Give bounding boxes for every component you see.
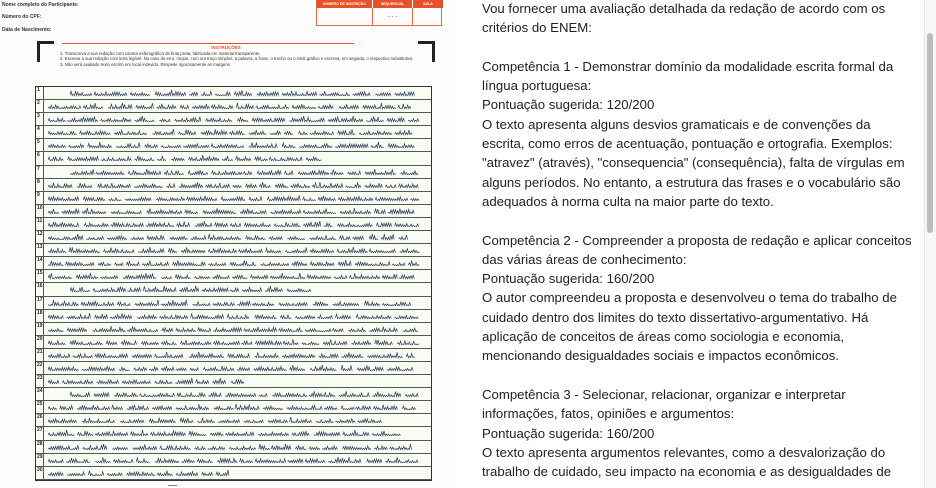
line-number: 9 bbox=[36, 192, 44, 204]
essay-line bbox=[36, 87, 431, 100]
handwritten-text bbox=[48, 155, 425, 163]
handwritten-text bbox=[48, 326, 425, 334]
essay-line bbox=[36, 218, 431, 231]
line-number: 21 bbox=[36, 349, 44, 361]
competency-3-title: Competência 3 - Selecionar, relacionar, organizar e interpretar informações, fatos, opiniões e argumentos: bbox=[482, 386, 846, 422]
essay-line bbox=[36, 441, 431, 454]
ink-stroke bbox=[48, 444, 412, 450]
line-number: 26 bbox=[36, 414, 44, 426]
essay-line bbox=[36, 297, 431, 310]
line-number: 19 bbox=[36, 323, 44, 335]
essay-line bbox=[36, 467, 431, 480]
essay-line bbox=[36, 388, 431, 401]
evaluation-panel bbox=[452, 0, 924, 488]
handwritten-text bbox=[48, 129, 425, 137]
competency-1-comment: O texto apresenta alguns desvios gramaticais e de convenções da escrita, como erros de acentuação, pontuação e ortografia. Exemplos: "atravez" (através), "consequencia" (consequência), falta de vírgulas em alguns períodos. No entanto, a estrutura das frases e o vocabulário são adequados à norma culta na maior parte do texto. bbox=[482, 116, 905, 209]
birth-date-label: Data de Nascimento: bbox=[2, 27, 52, 33]
essay-line bbox=[36, 349, 431, 362]
vertical-scrollbar[interactable] bbox=[924, 0, 936, 488]
handwritten-text bbox=[48, 273, 425, 281]
competency-1-score: Pontuação sugerida: 120/200 bbox=[482, 97, 655, 113]
essay-line bbox=[36, 192, 431, 205]
handwritten-text bbox=[48, 221, 425, 229]
ink-stroke bbox=[48, 417, 382, 423]
handwritten-text bbox=[48, 116, 425, 124]
registration-table bbox=[316, 0, 442, 26]
registration-value bbox=[317, 8, 373, 26]
line-number: 10 bbox=[36, 205, 44, 217]
line-number: 23 bbox=[36, 375, 44, 387]
cpf-label: Número do CPF: bbox=[2, 14, 42, 20]
handwritten-text bbox=[48, 391, 425, 399]
ink-stroke bbox=[48, 129, 412, 135]
instructions-list bbox=[60, 51, 420, 67]
handwritten-text bbox=[48, 286, 425, 294]
ink-stroke bbox=[48, 404, 416, 410]
line-number: 16 bbox=[36, 283, 44, 295]
ink-stroke bbox=[48, 470, 229, 476]
ink-stroke bbox=[48, 313, 418, 319]
ink-stroke bbox=[48, 365, 413, 371]
competency-3-score: Pontuação sugerida: 160/200 bbox=[482, 425, 655, 441]
line-number: 12 bbox=[36, 231, 44, 243]
ink-stroke bbox=[48, 182, 418, 187]
essay-line bbox=[36, 414, 431, 427]
essay-line bbox=[36, 244, 431, 257]
essay-line bbox=[36, 375, 431, 388]
sequential-value: - - - bbox=[373, 8, 413, 26]
competency-2-score: Pontuação sugerida: 160/200 bbox=[482, 271, 655, 287]
essay-lines-sheet bbox=[35, 86, 432, 481]
handwritten-text bbox=[48, 313, 425, 321]
ink-stroke bbox=[70, 169, 418, 175]
essay-scan-image bbox=[0, 0, 452, 488]
line-number: 8 bbox=[36, 179, 44, 191]
essay-line bbox=[36, 205, 431, 218]
instructions-divider bbox=[62, 43, 354, 44]
essay-line bbox=[36, 362, 431, 375]
essay-line bbox=[36, 257, 431, 270]
ink-stroke bbox=[48, 339, 419, 344]
handwritten-text bbox=[48, 417, 425, 425]
evaluation-intro: Vou fornecer uma avaliação detalhada da redação de acordo com os critérios do ENEM: bbox=[482, 1, 886, 36]
line-number: 1 bbox=[36, 87, 44, 99]
essay-line bbox=[36, 427, 431, 440]
handwritten-text bbox=[48, 90, 425, 98]
handwritten-text bbox=[48, 470, 425, 478]
handwritten-text bbox=[48, 300, 425, 308]
ink-stroke bbox=[70, 391, 418, 396]
handwritten-text bbox=[48, 169, 425, 177]
essay-line bbox=[36, 454, 431, 467]
ink-stroke bbox=[48, 195, 419, 200]
ink-stroke bbox=[48, 221, 419, 226]
line-number: 6 bbox=[36, 152, 44, 164]
room-header: SALA bbox=[413, 0, 443, 8]
sheet-footer-mark: ▬▬▬ bbox=[168, 483, 177, 487]
handwritten-text bbox=[48, 182, 425, 190]
ink-stroke bbox=[48, 457, 418, 463]
essay-line bbox=[36, 166, 431, 179]
ink-stroke bbox=[48, 352, 415, 358]
handwritten-text bbox=[48, 103, 425, 111]
essay-line bbox=[36, 126, 431, 139]
essay-line bbox=[36, 323, 431, 336]
handwritten-text bbox=[48, 234, 425, 242]
line-number: 3 bbox=[36, 113, 44, 125]
scrollbar-thumb[interactable] bbox=[927, 33, 933, 233]
ink-stroke bbox=[70, 286, 311, 292]
handwritten-text bbox=[48, 404, 425, 412]
line-number: 29 bbox=[36, 454, 44, 466]
essay-line bbox=[36, 310, 431, 323]
essay-line bbox=[36, 113, 431, 126]
handwritten-text bbox=[48, 247, 425, 255]
competency-2-title: Competência 2 - Compreender a proposta de redação e aplicar conceitos das várias áreas de conhecimento: bbox=[482, 232, 912, 267]
line-number: 2 bbox=[36, 100, 44, 112]
ink-stroke bbox=[48, 142, 414, 148]
handwritten-text bbox=[48, 339, 425, 347]
instruction-item: 3. Não será avaliado texto escrito em local indevido. Respeite rigorosamente as margens. bbox=[60, 61, 232, 67]
ink-stroke bbox=[48, 300, 411, 306]
ink-stroke bbox=[48, 260, 419, 266]
ink-stroke bbox=[48, 378, 244, 384]
line-number: 14 bbox=[36, 257, 44, 269]
handwritten-text bbox=[48, 352, 425, 360]
line-number: 30 bbox=[36, 467, 44, 479]
evaluation-response bbox=[482, 0, 912, 481]
essay-line bbox=[36, 179, 431, 192]
line-number: 25 bbox=[36, 401, 44, 413]
line-number: 11 bbox=[36, 218, 44, 230]
line-number: 27 bbox=[36, 427, 44, 439]
handwritten-text bbox=[48, 208, 425, 216]
line-number: 15 bbox=[36, 270, 44, 282]
line-number: 7 bbox=[36, 166, 44, 178]
ink-stroke bbox=[70, 90, 415, 96]
instruction-item: 1. Transcreva a sua redação com caneta esferográfica de tinta preta, fabricada em material transparente. bbox=[60, 51, 261, 56]
registration-header: NÚMERO DE INSCRIÇÃO bbox=[317, 0, 373, 8]
ink-stroke bbox=[48, 116, 419, 122]
line-number: 18 bbox=[36, 310, 44, 322]
participant-name-label: Nome completo do Participante: bbox=[2, 2, 79, 8]
handwritten-text bbox=[48, 260, 425, 268]
line-number: 24 bbox=[36, 388, 44, 400]
essay-line bbox=[36, 152, 431, 165]
ink-stroke bbox=[48, 430, 401, 436]
handwritten-text bbox=[48, 365, 425, 373]
ink-stroke bbox=[48, 234, 408, 240]
ink-stroke bbox=[48, 208, 414, 214]
instruction-item: 2. Escreva a sua redação com letra legível. No caso de erro, risque, com um traço simples, a palavra, a frase, o trecho ou o sinal gráfico e escreva, em seguida, o respectivo substitutivo. bbox=[60, 56, 414, 62]
line-number: 22 bbox=[36, 362, 44, 374]
ink-stroke bbox=[48, 103, 411, 109]
instructions-title: INSTRUÇÕES bbox=[211, 45, 241, 50]
line-number: 5 bbox=[36, 139, 44, 151]
competency-3-comment: O texto apresenta argumentos relevantes, como a desvalorização do trabalho de cuidado, seu impacto na economia e as desigualdades de bbox=[482, 444, 892, 480]
essay-line bbox=[36, 231, 431, 244]
ink-stroke bbox=[48, 326, 418, 331]
essay-line bbox=[36, 270, 431, 283]
essay-line bbox=[36, 100, 431, 113]
essay-line bbox=[36, 139, 431, 152]
essay-line bbox=[36, 401, 431, 414]
handwritten-text bbox=[48, 457, 425, 465]
sequential-header: SEQUENCIAL bbox=[373, 0, 413, 8]
essay-line bbox=[36, 283, 431, 296]
handwritten-text bbox=[48, 142, 425, 150]
competency-1-title: Competência 1 - Demonstrar domínio da modalidade escrita formal da língua portuguesa: bbox=[482, 58, 894, 94]
line-number: 20 bbox=[36, 336, 44, 348]
line-number: 17 bbox=[36, 297, 44, 309]
line-number: 13 bbox=[36, 244, 44, 256]
handwritten-text bbox=[48, 378, 425, 386]
line-number: 28 bbox=[36, 441, 44, 453]
line-number: 4 bbox=[36, 126, 44, 138]
ink-stroke bbox=[48, 156, 321, 162]
ink-stroke bbox=[48, 273, 414, 279]
room-value bbox=[413, 8, 443, 26]
competency-2-comment: O autor compreendeu a proposta e desenvolveu o tema do trabalho de cuidado dentro dos limites do texto dissertativo-argumentativo. Há aplicação de conceitos de áreas como sociologia e economia, mencionando desigualdades sociais e impactos econômicos. bbox=[482, 290, 897, 364]
handwritten-text bbox=[48, 195, 425, 203]
ink-stroke bbox=[48, 247, 419, 253]
essay-line bbox=[36, 336, 431, 349]
handwritten-text bbox=[48, 444, 425, 452]
handwritten-text bbox=[48, 430, 425, 438]
